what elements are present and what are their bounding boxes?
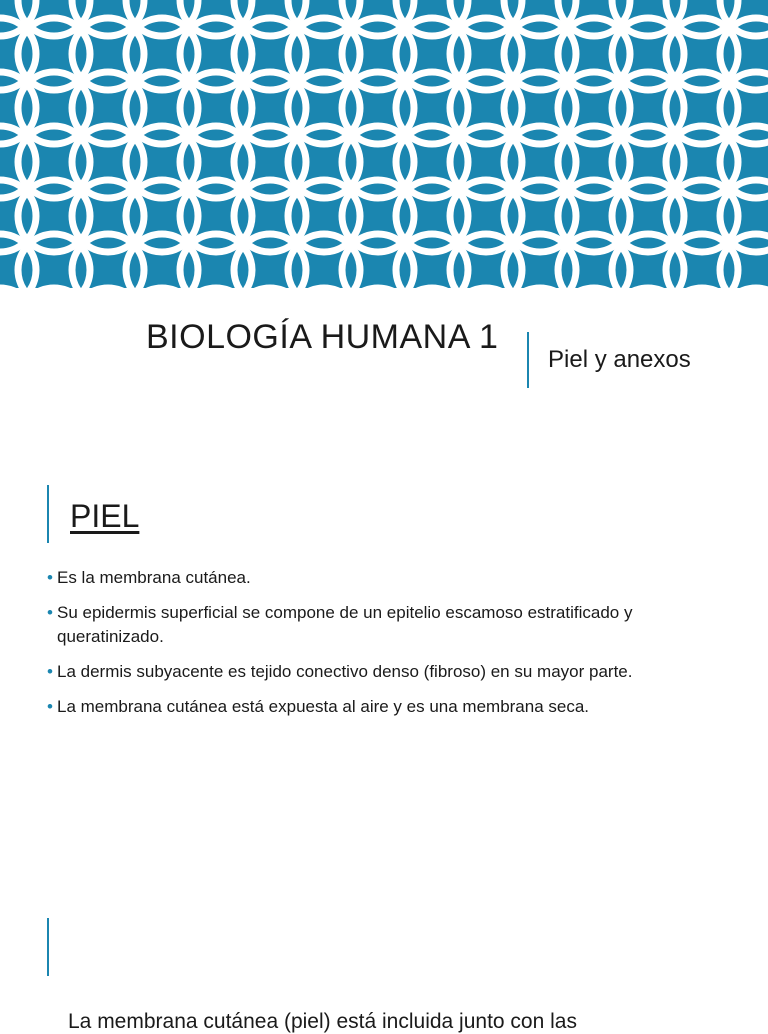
bullet-list xyxy=(47,566,687,730)
section-accent-bar xyxy=(47,485,49,543)
presentation-subtitle: Piel y anexos xyxy=(548,346,691,373)
bullet-item xyxy=(47,566,687,590)
interlocking-circles-pattern xyxy=(0,0,768,288)
bullet-item xyxy=(47,601,687,649)
bullet-marker: • xyxy=(47,568,53,587)
bullet-marker: • xyxy=(47,697,53,716)
bullet-text: La dermis subyacente es tejido conectivo denso (fibroso) en su mayor parte. xyxy=(57,662,633,681)
bullet-marker: • xyxy=(47,603,53,622)
bullet-marker: • xyxy=(47,662,53,681)
title-slide xyxy=(0,288,768,408)
bullet-text: Es la membrana cutánea. xyxy=(57,568,251,587)
title-divider xyxy=(527,332,529,388)
section-heading: PIEL xyxy=(70,498,140,534)
bullet-text: Su epidermis superficial se compone de un epitelio escamoso estratificado y queratinizado. xyxy=(57,603,633,646)
bullet-item xyxy=(47,660,687,684)
next-slide-accent-bar xyxy=(47,918,49,976)
bullet-item xyxy=(47,695,687,719)
decorative-pattern-banner xyxy=(0,0,768,288)
presentation-title: BIOLOGÍA HUMANA 1 xyxy=(146,318,499,356)
bullet-text: La membrana cutánea está expuesta al aire y es una membrana seca. xyxy=(57,697,590,716)
next-slide-partial-text: La membrana cutánea (piel) está incluida junto con las xyxy=(68,1010,577,1033)
